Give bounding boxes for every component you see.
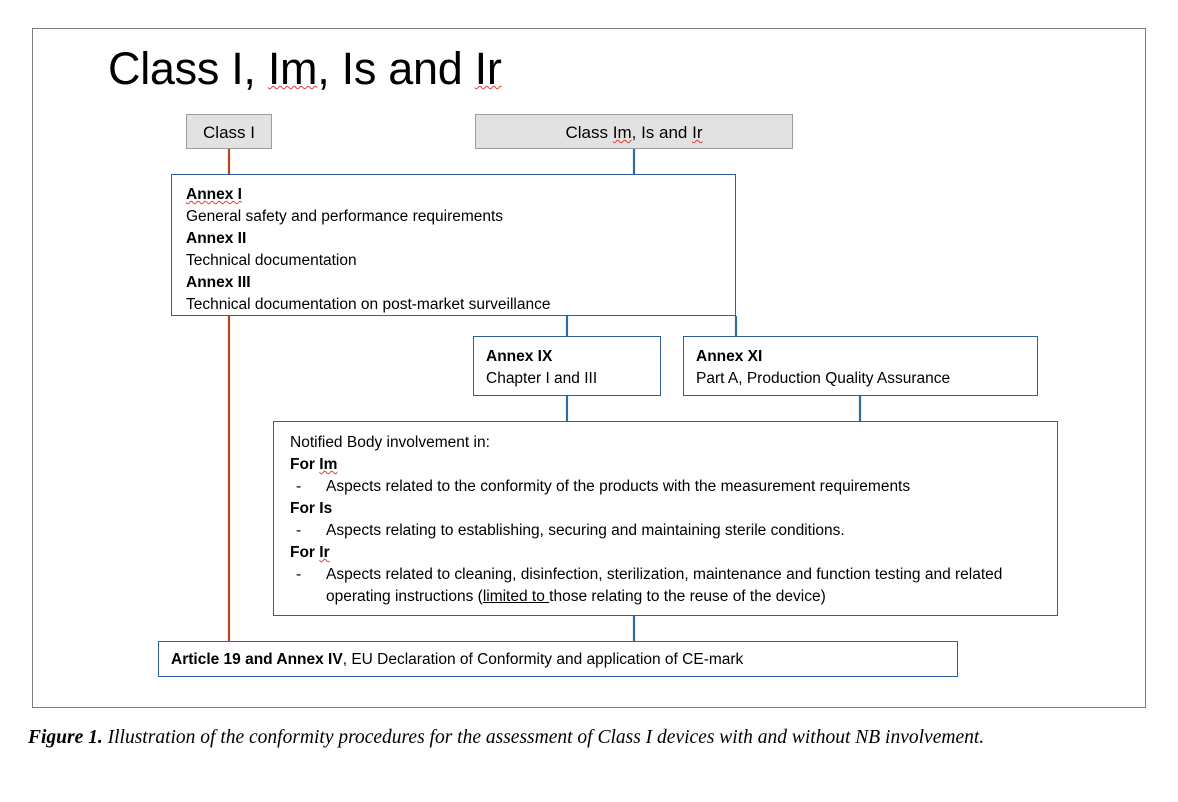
nb-item-dash: - xyxy=(296,522,302,539)
node-annex-xi xyxy=(683,336,1038,396)
spellcheck-im: Im xyxy=(612,123,632,142)
node-class-i xyxy=(186,114,272,149)
annex-xi-heading: Annex XI xyxy=(696,348,763,365)
figure-caption-label: Figure 1. xyxy=(28,727,103,748)
article-19-heading: Article 19 and Annex IV xyxy=(171,651,343,668)
diagram-title: Class I, Im, Is and Ir xyxy=(108,43,502,94)
annex-ix-heading: Annex IX xyxy=(486,348,553,365)
annex-iii-heading: Annex III xyxy=(186,274,251,291)
nb-item-text xyxy=(326,564,1041,608)
nb-item-text-after: those relating to the reuse of the device) xyxy=(549,588,826,605)
article-19-text: , EU Declaration of Conformity and application of CE-mark xyxy=(342,651,744,668)
annex-i-heading: Annex I xyxy=(186,186,242,203)
node-annex-i-ii-iii-body xyxy=(172,175,735,325)
nb-intro: Notified Body involvement in: xyxy=(290,434,490,451)
node-annex-xi-body xyxy=(684,337,1037,399)
annex-ix-text: Chapter I and III xyxy=(486,370,598,387)
spellcheck-ir: Ir xyxy=(319,544,330,561)
node-class-i-label: Class I xyxy=(203,123,255,142)
node-notified-body-body xyxy=(274,422,1057,618)
title-spellcheck-im: Im xyxy=(267,43,318,94)
node-class-im-is-ir xyxy=(475,114,793,149)
nb-group-is-heading: For Is xyxy=(290,500,333,517)
node-article-19 xyxy=(158,641,958,677)
nb-item-text: Aspects relating to establishing, securing and maintaining sterile conditions. xyxy=(326,522,845,539)
nb-item xyxy=(292,564,1041,608)
spellcheck-ir: Ir xyxy=(692,123,703,142)
node-annex-ix-body xyxy=(474,337,660,399)
nb-group-ir-heading: For Ir xyxy=(290,544,330,561)
annex-xi-text: Part A, Production Quality Assurance xyxy=(696,370,951,387)
annex-i-text: General safety and performance requirements xyxy=(186,208,504,225)
node-article-19-body xyxy=(159,642,957,678)
nb-item xyxy=(292,520,1041,542)
figure-frame xyxy=(32,28,1146,708)
node-class-im-is-ir-label: Class Im, Is and Ir xyxy=(565,123,703,142)
nb-item-dash: - xyxy=(296,566,302,583)
title-spellcheck-ir: Ir xyxy=(474,43,502,94)
flow-diagram xyxy=(33,29,1145,707)
node-notified-body-involvement xyxy=(273,421,1058,616)
nb-item-text: Aspects related to the conformity of the products with the measurement requirements xyxy=(326,478,911,495)
annex-iii-text: Technical documentation on post-market surveillance xyxy=(186,296,551,313)
nb-item-dash: - xyxy=(296,478,302,495)
node-annex-ix xyxy=(473,336,661,396)
spellcheck-im: Im xyxy=(319,456,338,473)
nb-group-im-heading: For Im xyxy=(290,456,338,473)
nb-item-text-before: Aspects related to cleaning, disinfection, sterilization, maintenance and function testing and related operating instructions ( xyxy=(326,566,1003,605)
annex-ii-heading: Annex II xyxy=(186,230,247,247)
figure-caption-text: Illustration of the conformity procedures for the assessment of Class I devices with and without NB involvement. xyxy=(102,727,985,748)
annex-ii-text: Technical documentation xyxy=(186,252,357,269)
nb-item xyxy=(292,476,1041,498)
nb-item-text-underlined: limited to xyxy=(482,588,550,605)
figure-caption xyxy=(28,724,1148,752)
node-annex-i-ii-iii xyxy=(171,174,736,316)
